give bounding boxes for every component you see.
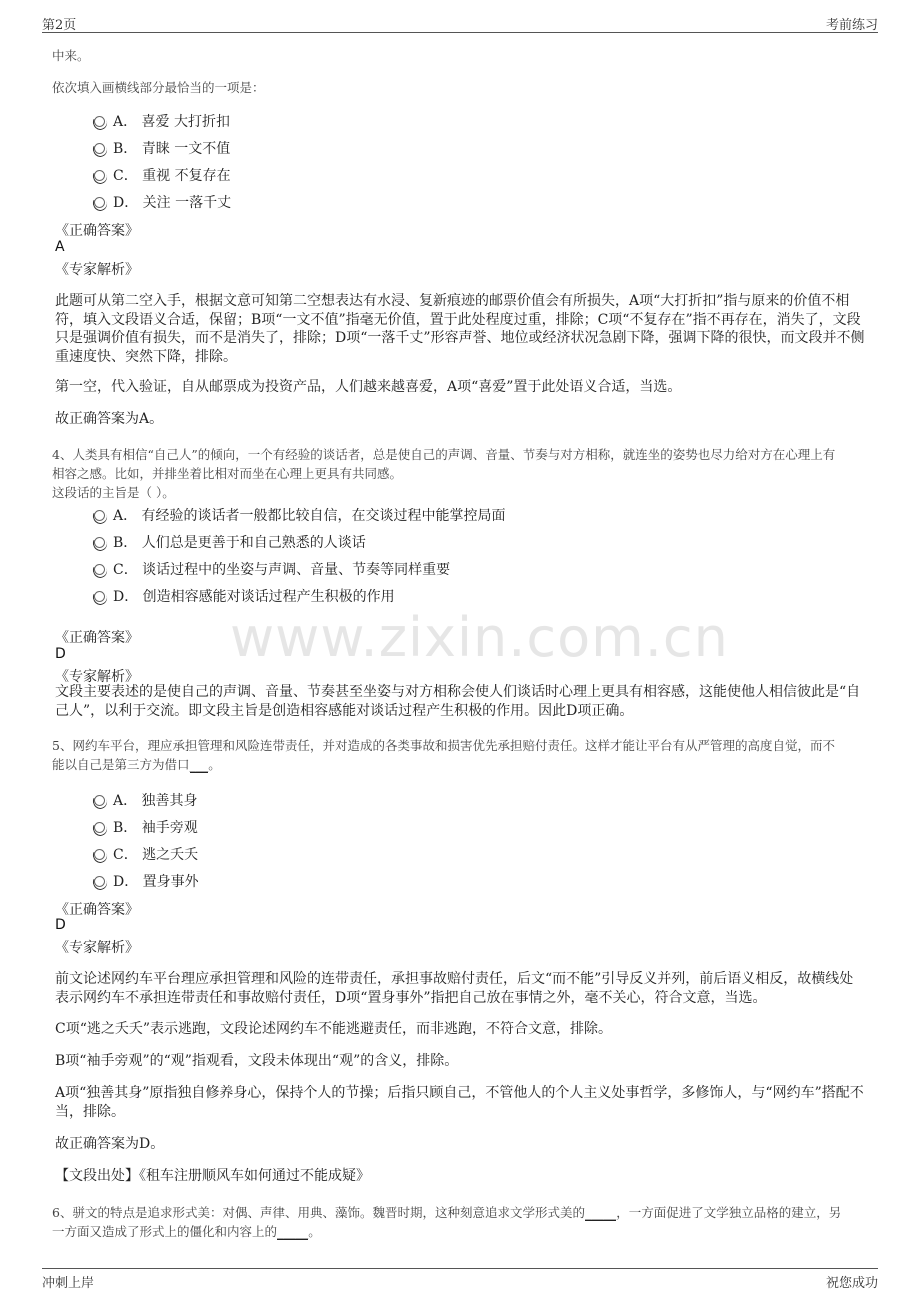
- option-label: A． 有经验的谈话者一般都比较自信，在交谈过程中能掌控局面: [113, 508, 506, 524]
- q3-prompt: 依次填入画横线部分最恰当的一项是：: [52, 80, 265, 95]
- option-label: B． 人们总是更善于和自己熟悉的人谈话: [113, 535, 366, 551]
- q5-analysis-p5: 故正确答案为D。: [55, 1136, 165, 1152]
- q3-answer: A: [55, 239, 65, 255]
- q6-text-b: ，一方面促进了文学独立品格的建立，另: [616, 1205, 842, 1220]
- q5-answer: D: [55, 917, 66, 933]
- q3-tail: 中来。: [52, 48, 90, 63]
- q4-option-b[interactable]: [94, 532, 366, 552]
- q5-stem-line1: 5、网约车平台，理应承担管理和风险连带责任，并对造成的各类事故和损害优先承担赔付责任。这样才能让平台有从严管理的高度自觉，而不: [52, 738, 835, 753]
- q4-analysis: 文段主要表述的是使自己的声调、音量、节奏甚至坐姿与对方相称会使人们谈话时心理上更具有相容感，这能使他人相信彼此是“自己人”，以利于交流。即文段主旨是创造相容感能对谈话过程产生积极的作用。因此D项正确。: [55, 684, 861, 719]
- page-header: [0, 12, 920, 32]
- q5-analysis-p3: B项“袖手旁观”的“观”指观看，文段未体现出“观”的含义，排除。: [55, 1053, 459, 1069]
- option-label: D． 关注 一落千丈: [113, 195, 232, 211]
- q6-stem-line1: [52, 1203, 841, 1221]
- q5-option-c[interactable]: [94, 844, 198, 864]
- radio-icon[interactable]: [94, 143, 105, 154]
- q4-stem-line2: 相容之感。比如，并排坐着比相对而坐在心理上更具有共同感。: [52, 466, 403, 481]
- radio-icon[interactable]: [94, 822, 105, 833]
- q4-option-d[interactable]: [94, 586, 395, 606]
- q5-analysis-p2: C项“逃之夭夭”表示逃跑，文段论述网约车不能逃避责任，而非逃跑，不符合文意，排除。: [55, 1021, 613, 1037]
- page-footer: [0, 1270, 920, 1290]
- q5-option-d[interactable]: [94, 871, 199, 891]
- q3-option-b[interactable]: [94, 138, 230, 158]
- q5-blank: ___: [189, 757, 209, 772]
- q4-answer-label: 《正确答案》: [55, 630, 139, 646]
- option-label: A． 喜爱 大打折扣: [113, 114, 231, 130]
- radio-icon[interactable]: [94, 591, 105, 602]
- radio-icon[interactable]: [94, 197, 105, 208]
- q3-analysis-p3: 故正确答案为A。: [55, 411, 164, 427]
- option-label: C． 谈话过程中的坐姿与声调、音量、节奏等同样重要: [113, 562, 451, 578]
- radio-icon[interactable]: [94, 510, 105, 521]
- q3-analysis-p2: 第一空，代入验证，自从邮票成为投资产品，人们越来越喜爱，A项“喜爱”置于此处语义合适，当选。: [55, 379, 682, 395]
- q3-analysis-p1: 此题可从第二空入手，根据文意可知第二空想表达有水浸、复新痕迹的邮票价值会有所损失，A项“大打折扣”指与原来的价值不相符，填入文段语义合适，保留；B项“一文不值”指毫无价值，置于此处程度过重，排除；C项“不复存在”指不再存在，消失了，文段只是强调价值有损失，而不是消失了，排除；D项“一落千丈”形容声誉、地位或经济状况急剧下降，强调下降的很快，而文段并不侧重速度快、突然下降，排除。: [55, 293, 865, 365]
- q4-answer: D: [55, 646, 66, 662]
- option-label: B． 青睐 一文不值: [113, 141, 231, 157]
- q4-option-a[interactable]: [94, 505, 506, 525]
- q6-stem-line2: [52, 1222, 321, 1240]
- q4-stem-line3: 这段话的主旨是（ ）。: [52, 485, 175, 500]
- q4-stem-line1: 4、人类具有相信“自己人”的倾向，一个有经验的谈话者，总是使自己的声调、音量、节奏与对方相称，就连坐的姿势也尽力给对方在心理上有: [52, 447, 836, 462]
- q5-option-a[interactable]: [94, 790, 198, 810]
- footer-rule: [42, 1268, 878, 1269]
- q6-blank-2: _____: [277, 1224, 309, 1239]
- footer-left: 冲刺上岸: [42, 1276, 95, 1291]
- q4-analysis-label: 《专家解析》: [55, 669, 139, 685]
- watermark: www.zixin.com.cn: [230, 606, 729, 669]
- q3-option-c[interactable]: [94, 165, 231, 185]
- q5-source: 【文段出处】《租车注册顺风车如何通过不能成疑》: [55, 1168, 370, 1184]
- q3-analysis-label: 《专家解析》: [55, 262, 139, 278]
- q6-blank-1: _____: [584, 1205, 617, 1220]
- q3-answer-label: 《正确答案》: [55, 223, 139, 239]
- q5-option-b[interactable]: [94, 817, 198, 837]
- radio-icon[interactable]: [94, 116, 105, 127]
- page-number: 第2页: [42, 18, 77, 33]
- footer-right: 祝您成功: [825, 1276, 878, 1291]
- radio-icon[interactable]: [94, 795, 105, 806]
- q4-option-c[interactable]: [94, 559, 450, 579]
- option-label: C． 重视 不复存在: [113, 168, 231, 184]
- header-title: 考前练习: [825, 18, 878, 33]
- radio-icon[interactable]: [94, 170, 105, 181]
- radio-icon[interactable]: [94, 876, 105, 887]
- option-label: C． 逃之夭夭: [113, 847, 199, 863]
- q5-analysis-label: 《专家解析》: [55, 940, 139, 956]
- q3-option-d[interactable]: [94, 192, 231, 212]
- radio-icon[interactable]: [94, 849, 105, 860]
- q3-option-a[interactable]: [94, 111, 230, 131]
- header-rule: [42, 32, 878, 33]
- q5-stem-end: 。: [208, 757, 221, 772]
- q6-text-a: 6、骈文的特点是追求形式美：对偶、声律、用典、藻饰。魏晋时期，这种刻意追求文学形式美的: [52, 1205, 585, 1220]
- q5-analysis-p4: A项“独善其身”原指独自修养身心，保持个人的节操；后指只顾自己，不管他人的个人主义处事哲学，多修饰人，与“网约车”搭配不当，排除。: [55, 1085, 864, 1120]
- q5-answer-label: 《正确答案》: [55, 902, 139, 918]
- q5-stem-text: 能以自己是第三方为借口: [52, 757, 190, 772]
- radio-icon[interactable]: [94, 537, 105, 548]
- option-label: A． 独善其身: [113, 793, 198, 809]
- q5-stem-line2: [52, 755, 221, 773]
- option-label: B． 袖手旁观: [113, 820, 198, 836]
- q6-text-d: 。: [308, 1224, 321, 1239]
- option-label: D． 置身事外: [113, 874, 199, 890]
- radio-icon[interactable]: [94, 564, 105, 575]
- option-label: D． 创造相容感能对谈话过程产生积极的作用: [113, 589, 395, 605]
- q6-text-c: 一方面又造成了形式上的僵化和内容上的: [52, 1224, 278, 1239]
- q5-analysis-p1: 前文论述网约车平台理应承担管理和风险的连带责任，承担事故赔付责任，后文“而不能”引导反义并列，前后语义相反，故横线处表示网约车不承担连带责任和事故赔付责任，D项“置身事外”指把自己放在事情之外，毫不关心，符合文意，当选。: [55, 971, 854, 1006]
